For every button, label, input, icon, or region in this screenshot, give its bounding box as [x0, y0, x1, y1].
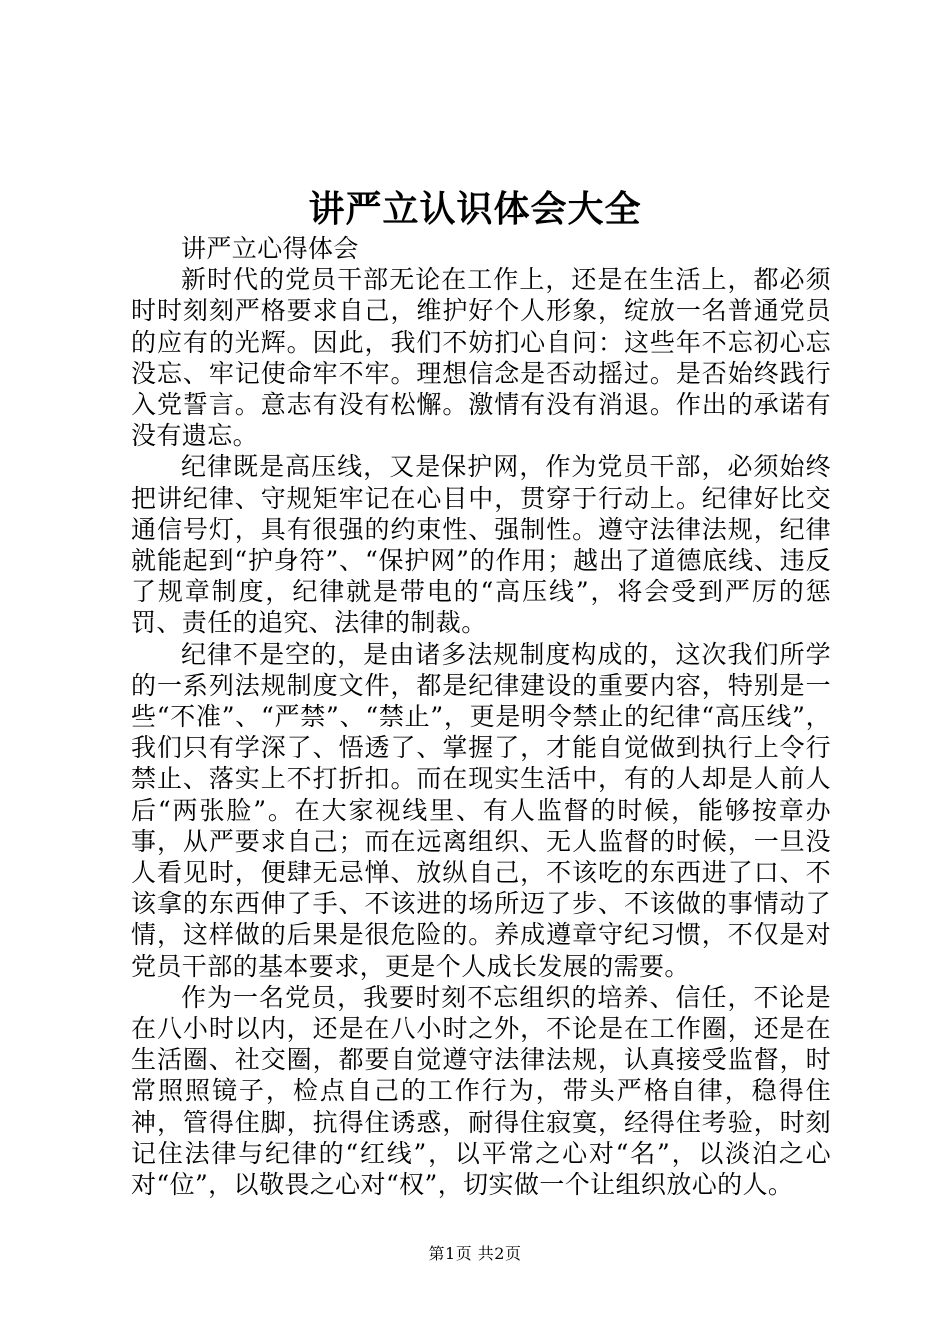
page-number-footer: 第1页 共2页 — [428, 1244, 522, 1263]
body-paragraph-3: 纪律不是空的，是由诸多法规制度构成的，这次我们所学的一系列法规制度文件，都是纪律建设的重要内容，特别是一些“不准”、“严禁”、“禁止”，更是明令禁止的纪律“高压线”，我们只有学深了、悟透了、掌握了，才能自觉做到执行上令行禁止、落实上不打折扣。而在现实生活中，有的人却是人前人后“两张脸”。在大家视线里、有人监督的时候，能够按章办事，从严要求自己；而在远离组织、无人监督的时候，一旦没人看见时，便肆无忌惮、放纵自己，不该吃的东西进了口、不该拿的东西伸了手、不该进的场所迈了步、不该做的事情动了情，这样做的后果是很危险的。养成遵章守纪习惯，不仅是对党员干部的基本要求，更是个人成长发展的需要。 — [131, 639, 831, 981]
body-paragraph-2: 纪律既是高压线，又是保护网，作为党员干部，必须始终把讲纪律、守规矩牢记在心目中，贯穿于行动上。纪律好比交通信号灯，具有很强的约束性、强制性。遵守法律法规，纪律就能起到“护身符”、“保护网”的作用；越出了道德底线、违反了规章制度，纪律就是带电的“高压线”，将会受到严厉的惩罚、责任的追究、法律的制裁。 — [131, 452, 831, 638]
body-paragraph-1: 新时代的党员干部无论在工作上，还是在生活上，都必须时时刻刻严格要求自己，维护好个人形象，绽放一名普通党员的应有的光辉。因此，我们不妨扪心自问：这些年不忘初心忘没忘、牢记使命牢不牢。理想信念是否动摇过。是否始终践行入党誓言。意志有没有松懈。激情有没有消退。作出的承诺有没有遗忘。 — [131, 265, 831, 451]
document-title: 讲严立认识体会大全 — [308, 188, 642, 230]
document-body — [131, 233, 831, 1200]
document-subtitle: 讲严立心得体会 — [181, 234, 359, 263]
body-paragraph-4: 作为一名党员，我要时刻不忘组织的培养、信任，不论是在八小时以内，还是在八小时之外，不论是在工作圈，还是在生活圈、社交圈，都要自觉遵守法律法规，认真接受监督，时常照照镜子，检点自己的工作行为，带头严格自律，稳得住神，管得住脚，抗得住诱惑，耐得住寂寞，经得住考验，时刻记住法律与纪律的“红线”，以平常之心对“名”，以淡泊之心对“位”，以敬畏之心对“权”，切实做一个让组织放心的人。 — [131, 982, 831, 1200]
